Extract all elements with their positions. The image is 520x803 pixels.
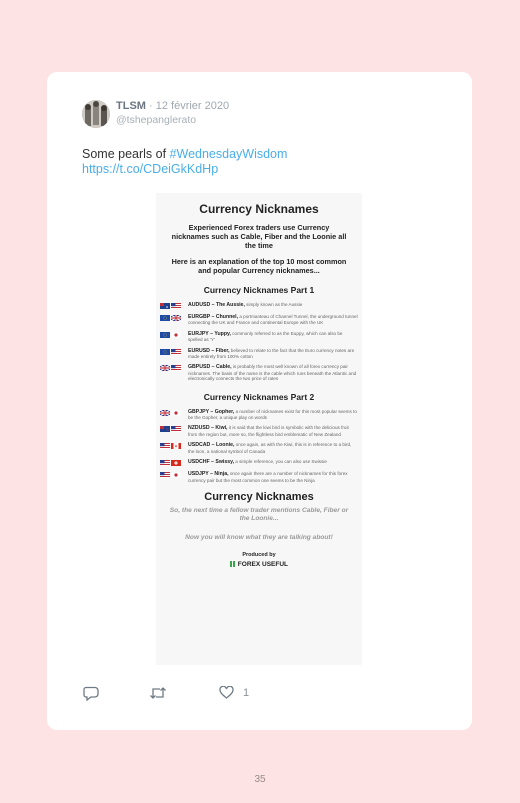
heart-icon	[219, 686, 234, 699]
usa-flag-icon	[171, 365, 181, 371]
produced-by-label: Produced by	[242, 552, 276, 559]
currency-description	[188, 331, 358, 343]
reply-button[interactable]	[83, 686, 99, 701]
tweet-text-prefix: Some pearls of	[82, 147, 170, 161]
currency-pair-name: AUDUSD – The Aussie,	[188, 302, 245, 308]
tweet-actions	[83, 686, 283, 702]
part-1-list	[156, 302, 362, 382]
eu-flag-icon	[160, 315, 170, 321]
currency-item	[156, 442, 362, 454]
part-2-list	[156, 409, 362, 483]
currency-item	[156, 364, 362, 381]
usa-flag-icon	[160, 472, 170, 478]
currency-description	[188, 364, 358, 381]
currency-description	[188, 442, 358, 454]
brand-name: FOREX USEFUL	[237, 561, 288, 569]
infographic-closing-title: Currency Nicknames	[204, 490, 314, 503]
currency-pair-desc: simply known as the Aussie	[244, 302, 303, 307]
uk-flag-icon	[171, 315, 181, 321]
author-handle[interactable]: @tshepanglerato	[116, 114, 197, 126]
currency-flags	[160, 349, 182, 355]
usa-flag-icon	[160, 443, 170, 449]
currency-description	[188, 425, 358, 437]
tweet-date[interactable]: 12 février 2020	[155, 100, 230, 112]
switzerland-flag-icon	[171, 460, 181, 466]
tweet-card	[47, 72, 472, 730]
usa-flag-icon	[171, 303, 181, 309]
currency-description	[188, 348, 358, 360]
currency-pair-desc: once again, as with the Kiwi, this is in reference to a bird, the loon, a national symbol of Canada	[188, 442, 352, 454]
currency-description	[188, 409, 358, 421]
currency-pair-name: USDJPY – Ninja,	[188, 471, 229, 478]
currency-item	[156, 314, 362, 326]
japan-flag-icon	[171, 332, 181, 338]
part-2-heading: Currency Nicknames Part 2	[203, 391, 315, 402]
currency-flags	[160, 443, 182, 449]
currency-pair-desc: once again there are a number of nicknames for this forex currency pair but the most common one seems to be the Ninja	[188, 471, 348, 483]
currency-flags	[160, 426, 182, 432]
usa-flag-icon	[171, 349, 181, 355]
currency-description	[188, 302, 358, 308]
australia-flag-icon	[160, 303, 170, 309]
author-name[interactable]: TLSM	[116, 100, 146, 112]
usa-flag-icon	[171, 426, 181, 432]
currency-item	[156, 302, 362, 309]
part-1-heading: Currency Nicknames Part 1	[203, 285, 315, 295]
currency-pair-name: NZDUSD – Kiwi,	[188, 425, 228, 432]
uk-flag-icon	[160, 410, 170, 416]
date-separator: ·	[145, 100, 156, 112]
currency-pair-desc: is probably the most well known of all forex currency pair nicknames. The basis of the name is the cable which runs beneath the Atlantic and electronically connects the two price of rates	[188, 364, 357, 382]
currency-description	[188, 471, 358, 483]
infographic-title: Currency Nicknames	[199, 202, 319, 216]
currency-pair-name: EURGBP – Chunnel,	[188, 314, 239, 320]
brand-bar-icon	[233, 561, 235, 567]
currency-pair-desc: a simple reference, you can also use Swissie	[234, 459, 327, 465]
currency-flags	[160, 315, 182, 321]
currency-pair-name: GBPJPY – Gopher,	[188, 408, 235, 415]
currency-flags	[160, 303, 182, 309]
currency-description	[188, 314, 358, 326]
infographic-outro-2: Now you will know what they are talking about!	[185, 533, 333, 541]
currency-pair-desc: a number of nicknames exist for this most popular seems to be the Gopher, a unique play on words	[188, 408, 357, 421]
attached-image[interactable]	[156, 193, 362, 665]
currency-item	[156, 425, 362, 437]
eu-flag-icon	[160, 349, 170, 355]
japan-flag-icon	[171, 410, 181, 416]
currency-pair-desc: a portmanteau of Channel Tunnel, the underground tunnel connecting the UK and France and continental Europe with the UK	[188, 314, 358, 326]
uk-flag-icon	[160, 365, 170, 371]
currency-item	[156, 331, 362, 343]
brand-logo	[156, 561, 362, 568]
currency-pair-name: USDCAD – Loonie,	[188, 442, 235, 449]
currency-flags	[160, 410, 182, 416]
avatar[interactable]	[82, 100, 110, 128]
currency-item	[156, 409, 362, 421]
infographic-intro-2: Here is an explanation of the top 10 most common and popular Currency nicknames...	[171, 257, 347, 275]
infographic-outro-1: So, the next time a fellow trader mentions Cable, Fiber or the Loonie...	[169, 506, 349, 523]
usa-flag-icon	[160, 460, 170, 466]
page-number: 35	[254, 774, 266, 785]
currency-pair-desc: it is said that the kiwi bird is symbolic with the delicious fruit from the region but, more so, the flightless bird emblematic of New Zealand	[188, 425, 349, 437]
currency-pair-name: GBPUSD – Cable,	[188, 364, 232, 371]
author-line	[116, 100, 229, 112]
currency-flags	[160, 365, 182, 371]
currency-item	[156, 459, 362, 466]
like-button[interactable]	[219, 686, 249, 699]
tweet-text	[82, 147, 442, 177]
retweet-button[interactable]	[149, 686, 167, 700]
reply-icon	[83, 686, 99, 701]
currency-pair-name: EURJPY – Yuppy,	[188, 330, 231, 337]
canada-flag-icon	[171, 443, 181, 449]
currency-flags	[160, 460, 182, 466]
currency-pair-desc: believed to relate to the fact that the Euro currency notes are made entirely from 100% cotton	[188, 347, 355, 360]
tweet-url-link[interactable]: https://t.co/CDeiGkKdHp	[82, 162, 219, 176]
currency-item	[156, 471, 362, 483]
japan-flag-icon	[171, 472, 181, 478]
currency-description	[188, 459, 358, 465]
retweet-icon	[149, 686, 167, 700]
new-zealand-flag-icon	[160, 426, 170, 432]
currency-flags	[160, 472, 182, 478]
currency-pair-name: USDCHF – Swissy,	[188, 459, 235, 466]
brand-bar-icon	[230, 561, 232, 567]
currency-flags	[160, 332, 182, 338]
hashtag-link[interactable]: #WednesdayWisdom	[169, 147, 288, 161]
currency-pair-desc: commonly referred to as the Euppy, which can also be spelled as 'Y'	[188, 330, 343, 343]
infographic-intro-1: Experienced Forex traders use Currency nicknames such as Cable, Fiber and the Loonie all the time	[171, 223, 347, 250]
currency-item	[156, 348, 362, 360]
like-count: 1	[243, 686, 250, 699]
currency-pair-name: EURUSD – Fiber,	[188, 347, 230, 354]
eu-flag-icon	[160, 332, 170, 338]
